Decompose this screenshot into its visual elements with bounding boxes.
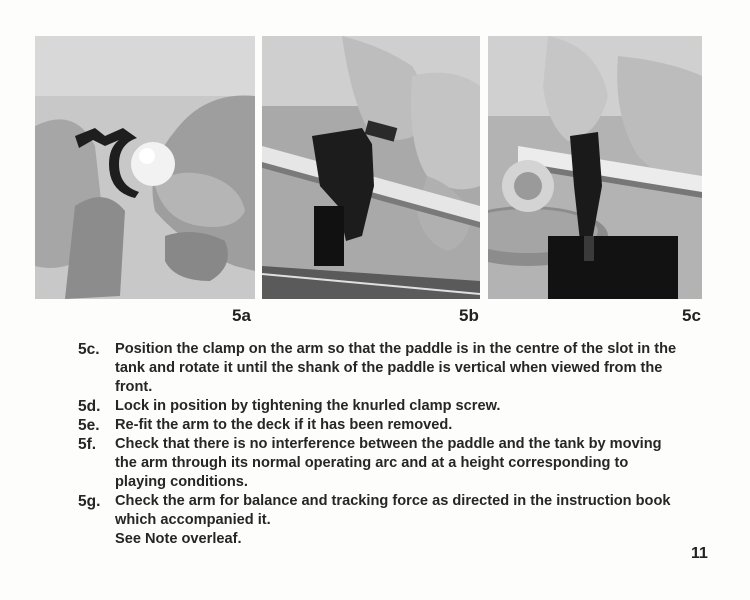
step-5d	[78, 397, 678, 416]
see-note-overleaf: See Note overleaf.	[115, 531, 242, 547]
step-label: 5e.	[78, 417, 100, 434]
instruction-steps	[78, 340, 678, 549]
step-label: 5f.	[78, 436, 97, 453]
step-text: Check the arm for balance and tracking force as directed in the instruction book which accompanied it.	[115, 493, 671, 528]
step-text: Check that there is no interference between the paddle and the tank by moving the arm through its normal operating arc and at a height corresponding to playing conditions.	[115, 436, 662, 490]
step-text: Lock in position by tightening the knurled clamp screw.	[115, 398, 501, 414]
step-5g	[78, 492, 678, 549]
step-5e	[78, 416, 678, 435]
figure-caption-5a: 5a	[232, 306, 251, 325]
step-text: Re-fit the arm to the deck if it has been removed.	[115, 417, 453, 433]
step-5f	[78, 435, 678, 492]
photo-5a	[35, 36, 255, 299]
step-label: 5c.	[78, 341, 100, 358]
photo-5b	[262, 36, 480, 299]
photo-5c-image	[488, 36, 702, 299]
step-text: Position the clamp on the arm so that the paddle is in the centre of the slot in the tank and rotate it until the shank of the paddle is vertical when viewed from the front.	[115, 341, 677, 395]
step-5c	[78, 340, 678, 397]
page-number: 11	[691, 545, 708, 562]
photo-5a-image	[35, 36, 255, 299]
figure-caption-5b: 5b	[459, 306, 479, 325]
photo-5b-image	[262, 36, 480, 299]
step-label: 5g.	[78, 493, 101, 510]
figure-caption-5c: 5c	[682, 306, 701, 325]
photo-5c	[488, 36, 702, 299]
step-label: 5d.	[78, 398, 101, 415]
